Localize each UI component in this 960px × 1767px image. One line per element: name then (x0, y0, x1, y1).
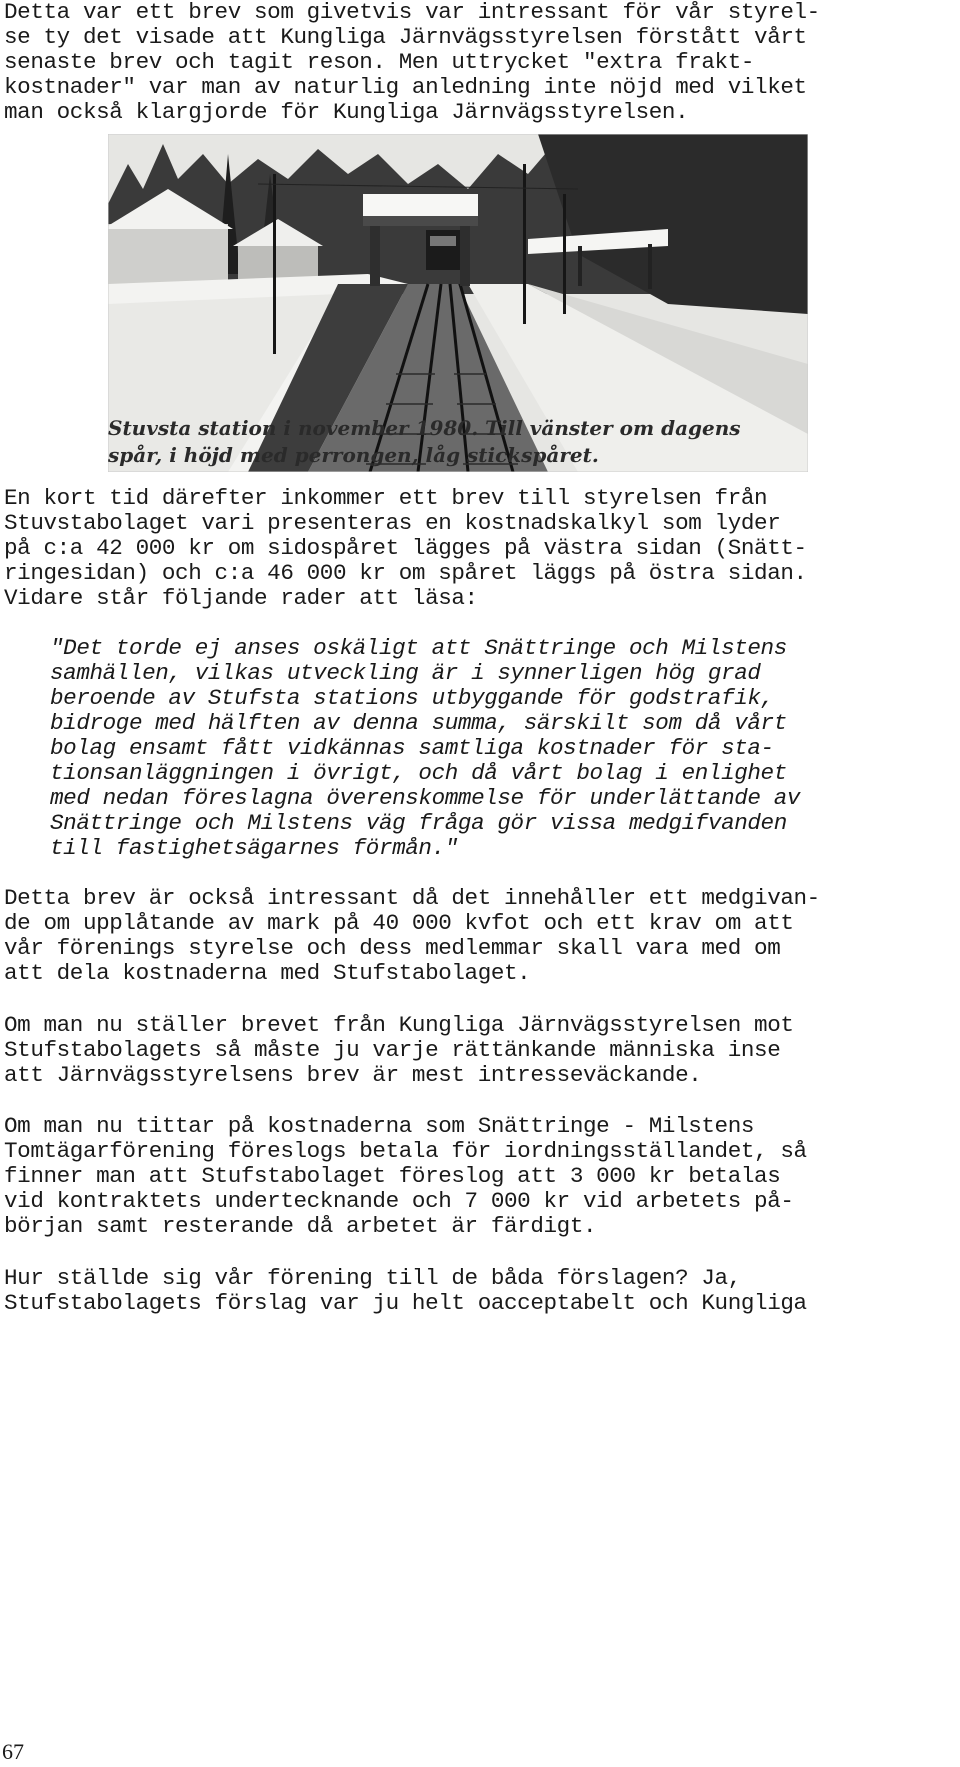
paragraph-intro: Detta var ett brev som givetvis var intressant för vår styrel- se ty det visade att Kungliga Järnvägsstyrelsen förstått vårt senaste brev och tagit reson. Men uttrycket "extra frakt- kostnader" var man av naturlig anledning inte nöjd med vilket man också klargjorde för Kungliga Järnvägsstyrelsen. (4, 0, 820, 125)
paragraph-association-stance: Hur ställde sig vår förening till de båda förslagen? Ja, Stufstabolagets förslag var ju helt oacceptabelt och Kungliga (4, 1265, 807, 1316)
letter-quote: "Det torde ej anses oskäligt att Snättringe och Milstens samhällen, vilkas utveckling är i synnerligen hög grad beroende av Stufsta stations utbyggande för godstrafik, bidroge med hälften av denna summa, särskilt som då vårt bolag ensamt fått vidkännas samtliga kostnader för sta- tionsanläggningen i övrigt, och då vårt bolag i enlighet med nedan föreslagna överenskommelse för underlättande av Snättringe och Milstens väg fråga gör vissa medgifvanden till fastighetsägarnes förmån." (50, 635, 801, 861)
paragraph-comparison: Om man nu ställer brevet från Kungliga Järnvägsstyrelsen mot Stufstabolagets så måste ju varje rättänkande människa inse att Järnvägsstyrelsens brev är mest intresseväckande. (4, 1012, 794, 1088)
paragraph-land-offer: Detta brev är också intressant då det innehåller ett medgivan- de om upplåtande av mark på 40 000 kvfot och ett krav om att vår förenings styrelse och dess medlemmar skall vara med om att dela kostnaderna med Stufstabolaget. (4, 885, 820, 986)
paragraph-cost-estimate: En kort tid därefter inkommer ett brev till styrelsen från Stuvstabolaget vari presenteras en kostnadskalkyl som lyder på c:a 42 000 kr om sidospåret lägges på västra sidan (Snätt- ringesidan) och c:a 46 000 kr om spåret läggs på östra sidan. Vidare står följande rader att läsa: (4, 485, 807, 611)
photo-caption: Stuvsta station i november 1980. Till vänster om dagens spår, i höjd med perrongen, låg stickspåret. (108, 416, 741, 467)
page-number: 67 (2, 1739, 24, 1764)
paragraph-payment-terms: Om man nu tittar på kostnaderna som Snättringe - Milstens Tomtägarförening föreslogs betala för iordningsställandet, så finner man att Stufstabolaget föreslog att 3 000 kr betalas vid kontraktets undertecknande och 7 000 kr vid arbetets på- början samt resterande då arbetet är färdigt. (4, 1113, 807, 1239)
